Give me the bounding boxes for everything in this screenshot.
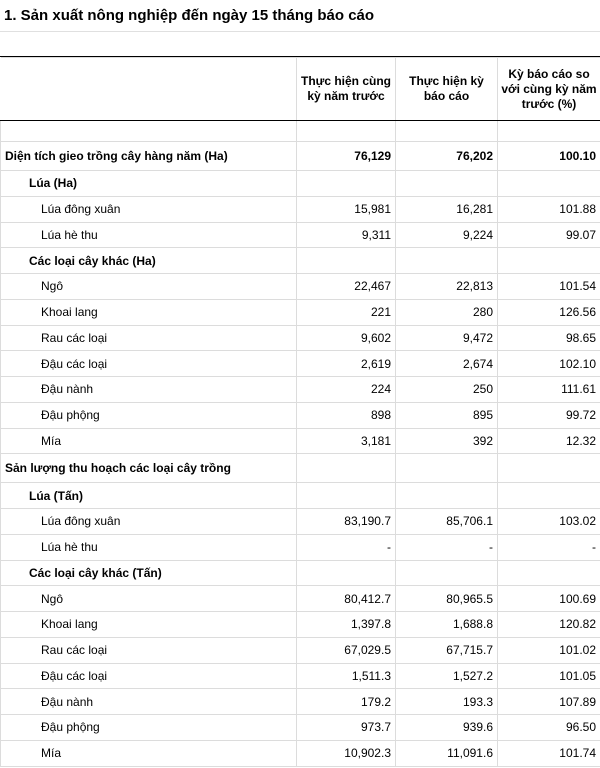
previous-value: 3,181 bbox=[297, 428, 396, 454]
previous-value bbox=[297, 483, 396, 509]
current-value: 2,674 bbox=[396, 351, 498, 377]
row-label: Lúa đông xuân bbox=[1, 196, 297, 222]
ratio-value: 101.05 bbox=[498, 663, 600, 689]
previous-value: 1,511.3 bbox=[297, 663, 396, 689]
previous-value: 9,311 bbox=[297, 222, 396, 248]
row-label: Khoai lang bbox=[1, 612, 297, 638]
ratio-value: 101.74 bbox=[498, 740, 600, 766]
table-row bbox=[1, 586, 600, 612]
table-row bbox=[1, 142, 600, 171]
row-label: Lúa hè thu bbox=[1, 534, 297, 560]
previous-value: 898 bbox=[297, 402, 396, 428]
ratio-value: 120.82 bbox=[498, 612, 600, 638]
previous-value: 22,467 bbox=[297, 274, 396, 300]
ratio-value: 102.10 bbox=[498, 351, 600, 377]
header-cell-current: Thực hiện kỳ báo cáo bbox=[396, 58, 498, 121]
table-row bbox=[1, 377, 600, 403]
ratio-value: 101.88 bbox=[498, 196, 600, 222]
row-label: Lúa (Tấn) bbox=[1, 483, 297, 509]
ratio-value: 12.32 bbox=[498, 428, 600, 454]
table-row bbox=[1, 663, 600, 689]
previous-value: 67,029.5 bbox=[297, 637, 396, 663]
ratio-value bbox=[498, 248, 600, 274]
table-row bbox=[1, 428, 600, 454]
row-label: Rau các loại bbox=[1, 637, 297, 663]
current-value bbox=[396, 248, 498, 274]
previous-value bbox=[297, 171, 396, 197]
previous-value bbox=[297, 560, 396, 586]
current-value: 1,527.2 bbox=[396, 663, 498, 689]
data-table bbox=[0, 57, 600, 767]
spacer-row bbox=[1, 121, 600, 142]
table-row bbox=[1, 196, 600, 222]
table-row bbox=[1, 483, 600, 509]
ratio-value: 107.89 bbox=[498, 689, 600, 715]
previous-value: - bbox=[297, 534, 396, 560]
current-value bbox=[396, 171, 498, 197]
previous-value: 80,412.7 bbox=[297, 586, 396, 612]
row-label: Khoai lang bbox=[1, 299, 297, 325]
previous-value: 10,902.3 bbox=[297, 740, 396, 766]
ratio-value: 96.50 bbox=[498, 715, 600, 741]
row-label: Sản lượng thu hoạch các loại cây trồng bbox=[1, 454, 297, 483]
current-value: 392 bbox=[396, 428, 498, 454]
previous-value: 1,397.8 bbox=[297, 612, 396, 638]
table-row bbox=[1, 454, 600, 483]
table-row bbox=[1, 325, 600, 351]
table-row bbox=[1, 612, 600, 638]
header-cell-ratio: Kỳ báo cáo so với cùng kỳ năm trước (%) bbox=[498, 58, 600, 121]
current-value: 67,715.7 bbox=[396, 637, 498, 663]
current-value bbox=[396, 560, 498, 586]
row-label: Lúa (Ha) bbox=[1, 171, 297, 197]
current-value: 1,688.8 bbox=[396, 612, 498, 638]
previous-value: 179.2 bbox=[297, 689, 396, 715]
table-row bbox=[1, 402, 600, 428]
empty-cell bbox=[1, 121, 297, 142]
row-label: Diện tích gieo trồng cây hàng năm (Ha) bbox=[1, 142, 297, 171]
previous-value: 76,129 bbox=[297, 142, 396, 171]
current-value: 80,965.5 bbox=[396, 586, 498, 612]
current-value: 895 bbox=[396, 402, 498, 428]
current-value: - bbox=[396, 534, 498, 560]
previous-value: 973.7 bbox=[297, 715, 396, 741]
table-header-row bbox=[1, 58, 600, 121]
table-row bbox=[1, 715, 600, 741]
row-label: Lúa hè thu bbox=[1, 222, 297, 248]
table-row bbox=[1, 509, 600, 535]
previous-value: 2,619 bbox=[297, 351, 396, 377]
table-row bbox=[1, 248, 600, 274]
ratio-value: 101.02 bbox=[498, 637, 600, 663]
current-value: 193.3 bbox=[396, 689, 498, 715]
row-label: Lúa đông xuân bbox=[1, 509, 297, 535]
row-label: Đậu các loại bbox=[1, 663, 297, 689]
table-row bbox=[1, 351, 600, 377]
row-label: Rau các loại bbox=[1, 325, 297, 351]
current-value: 22,813 bbox=[396, 274, 498, 300]
table-row bbox=[1, 560, 600, 586]
table-row bbox=[1, 689, 600, 715]
table-row bbox=[1, 534, 600, 560]
row-label: Ngô bbox=[1, 274, 297, 300]
row-label: Các loại cây khác (Tấn) bbox=[1, 560, 297, 586]
table-row bbox=[1, 171, 600, 197]
ratio-value bbox=[498, 560, 600, 586]
current-value: 9,224 bbox=[396, 222, 498, 248]
current-value: 76,202 bbox=[396, 142, 498, 171]
ratio-value: - bbox=[498, 534, 600, 560]
current-value: 16,281 bbox=[396, 196, 498, 222]
row-label: Đậu phộng bbox=[1, 715, 297, 741]
row-label: Đậu nành bbox=[1, 377, 297, 403]
current-value: 9,472 bbox=[396, 325, 498, 351]
row-label: Mía bbox=[1, 740, 297, 766]
empty-cell bbox=[498, 121, 600, 142]
empty-cell bbox=[396, 121, 498, 142]
table-row bbox=[1, 222, 600, 248]
current-value: 85,706.1 bbox=[396, 509, 498, 535]
ratio-value: 111.61 bbox=[498, 377, 600, 403]
current-value bbox=[396, 454, 498, 483]
previous-value: 15,981 bbox=[297, 196, 396, 222]
row-label: Đậu nành bbox=[1, 689, 297, 715]
current-value: 11,091.6 bbox=[396, 740, 498, 766]
page-title: 1. Sản xuất nông nghiệp đến ngày 15 tháng báo cáo bbox=[0, 0, 600, 32]
current-value: 250 bbox=[396, 377, 498, 403]
previous-value: 9,602 bbox=[297, 325, 396, 351]
previous-value: 224 bbox=[297, 377, 396, 403]
ratio-value bbox=[498, 454, 600, 483]
previous-value bbox=[297, 248, 396, 274]
previous-value bbox=[297, 454, 396, 483]
row-label: Đậu phộng bbox=[1, 402, 297, 428]
row-label: Đậu các loại bbox=[1, 351, 297, 377]
row-label: Mía bbox=[1, 428, 297, 454]
ratio-value: 103.02 bbox=[498, 509, 600, 535]
current-value: 939.6 bbox=[396, 715, 498, 741]
ratio-value: 98.65 bbox=[498, 325, 600, 351]
ratio-value: 100.69 bbox=[498, 586, 600, 612]
empty-cell bbox=[297, 121, 396, 142]
previous-value: 221 bbox=[297, 299, 396, 325]
ratio-value bbox=[498, 483, 600, 509]
header-cell-label bbox=[1, 58, 297, 121]
table-row bbox=[1, 274, 600, 300]
current-value: 280 bbox=[396, 299, 498, 325]
previous-value: 83,190.7 bbox=[297, 509, 396, 535]
ratio-value: 99.72 bbox=[498, 402, 600, 428]
table-row bbox=[1, 740, 600, 766]
ratio-value bbox=[498, 171, 600, 197]
row-label: Các loại cây khác (Ha) bbox=[1, 248, 297, 274]
ratio-value: 101.54 bbox=[498, 274, 600, 300]
ratio-value: 99.07 bbox=[498, 222, 600, 248]
current-value bbox=[396, 483, 498, 509]
ratio-value: 100.10 bbox=[498, 142, 600, 171]
ratio-value: 126.56 bbox=[498, 299, 600, 325]
header-cell-previous: Thực hiện cùng kỳ năm trước bbox=[297, 58, 396, 121]
row-label: Ngô bbox=[1, 586, 297, 612]
table-row bbox=[1, 637, 600, 663]
table-row bbox=[1, 299, 600, 325]
